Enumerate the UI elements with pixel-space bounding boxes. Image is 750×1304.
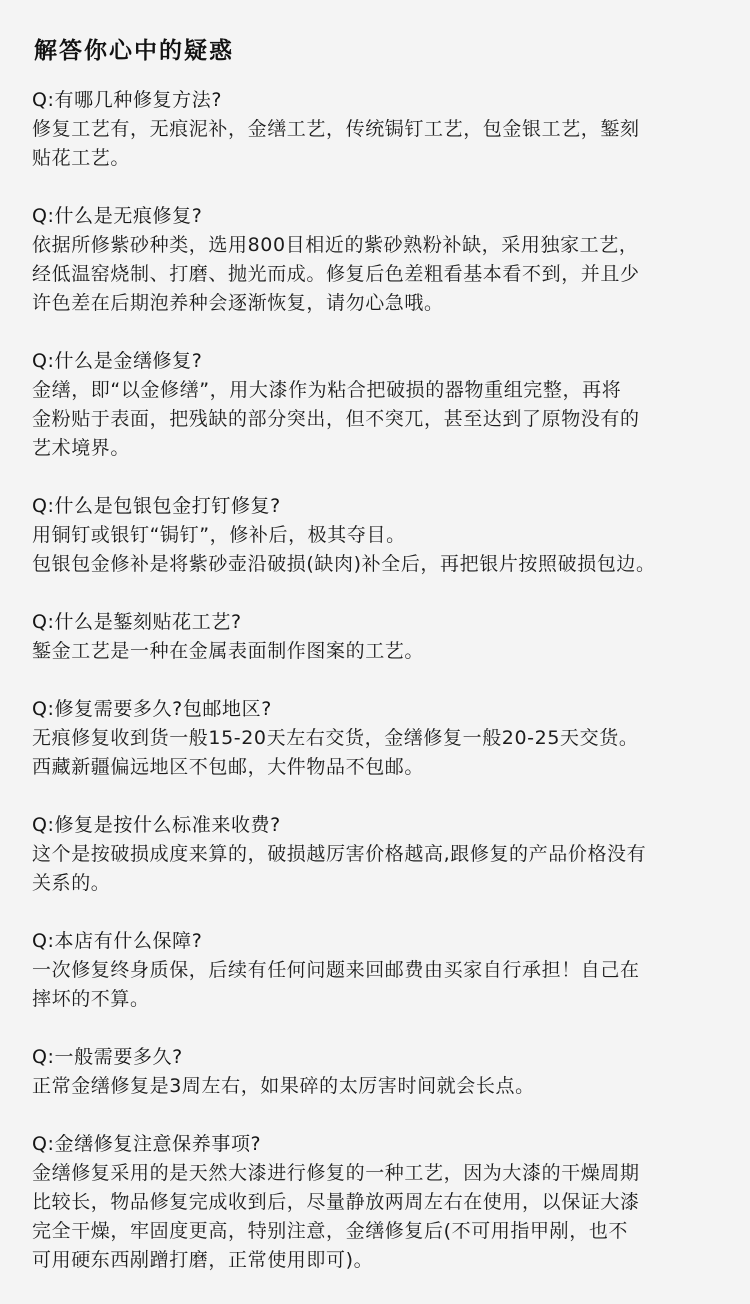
- faq-answer-line: 正常金缮修复是3周左右，如果碎的太厉害时间就会长点。: [32, 1075, 535, 1097]
- faq-question: Q:什么是无痕修复?: [32, 205, 203, 227]
- faq-item: [32, 1130, 732, 1275]
- faq-question: Q:修复是按什么标准来收费?: [32, 814, 281, 836]
- faq-answer-line: 可用硬东西剐蹭打磨，正常使用即可)。: [32, 1249, 374, 1271]
- faq-answer-line: 金缮修复采用的是天然大漆进行修复的一种工艺，因为大漆的干燥周期: [32, 1162, 640, 1184]
- faq-answer-line: 比较长，物品修复完成收到后，尽量静放两周左右在使用，以保证大漆: [32, 1191, 640, 1213]
- faq-question: Q:修复需要多久?包邮地区?: [32, 698, 272, 720]
- faq-question: Q:什么是包银包金打钉修复?: [32, 495, 281, 517]
- faq-item: [32, 1043, 732, 1101]
- faq-answer-line: 用铜钉或银钉“锔钉”，修补后，极其夺目。: [32, 524, 406, 546]
- faq-answer-line: 关系的。: [32, 872, 111, 894]
- faq-item: [32, 695, 732, 782]
- faq-question: Q:有哪几种修复方法?: [32, 89, 223, 111]
- faq-item: [32, 347, 732, 463]
- faq-answer-line: 西藏新疆偏远地区不包邮，大件物品不包邮。: [32, 756, 425, 778]
- faq-answer-line: 金缮，即“以金修缮”，用大漆作为粘合把破损的器物重组完整，再将: [32, 379, 622, 401]
- faq-question: Q:金缮修复注意保养事项?: [32, 1133, 262, 1155]
- faq-answer-line: 包银包金修补是将紫砂壶沿破损(缺肉)补全后，再把银片按照破损包边。: [32, 553, 656, 575]
- faq-item: [32, 202, 732, 318]
- faq-answer-line: 修复工艺有，无痕泥补，金缮工艺，传统锔钉工艺，包金银工艺，錾刻: [32, 118, 640, 140]
- faq-answer-line: 许色差在后期泡养种会逐渐恢复，请勿心急哦。: [32, 292, 444, 314]
- faq-answer-line: 金粉贴于表面，把残缺的部分突出，但不突兀，甚至达到了原物没有的: [32, 408, 640, 430]
- faq-answer-line: 贴花工艺。: [32, 147, 131, 169]
- faq-answer-line: 这个是按破损成度来算的，破损越厉害价格越高,跟修复的产品价格没有: [32, 843, 647, 865]
- faq-answer-line: 錾金工艺是一种在金属表面制作图案的工艺。: [32, 640, 425, 662]
- faq-question: Q:什么是錾刻贴花工艺?: [32, 611, 242, 633]
- faq-item: [32, 608, 732, 666]
- faq-item: [32, 86, 732, 173]
- faq-answer-line: 依据所修紫砂种类，选用800目相近的紫砂熟粉补缺，采用独家工艺，: [32, 234, 639, 256]
- faq-item: [32, 811, 732, 898]
- faq-answer-line: 经低温窑烧制、打磨、抛光而成。修复后色差粗看基本看不到，并且少: [32, 263, 640, 285]
- faq-question: Q:本店有什么保障?: [32, 930, 203, 952]
- faq-answer-line: 艺术境界。: [32, 437, 131, 459]
- faq-question: Q:什么是金缮修复?: [32, 350, 203, 372]
- faq-answer-line: 摔坏的不算。: [32, 988, 150, 1010]
- faq-answer-line: 无痕修复收到货一般15-20天左右交货，金缮修复一般20-25天交货。: [32, 727, 639, 749]
- page-title: 解答你心中的疑惑: [34, 37, 234, 64]
- faq-question: Q:一般需要多久?: [32, 1046, 183, 1068]
- faq-item: [32, 927, 732, 1014]
- faq-answer-line: 完全干燥，牢固度更高，特别注意，金缮修复后(不可用指甲剐，也不: [32, 1220, 629, 1242]
- faq-item: [32, 492, 732, 579]
- faq-list: [32, 86, 732, 1304]
- faq-answer-line: 一次修复终身质保，后续有任何问题来回邮费由买家自行承担！自己在: [32, 959, 640, 981]
